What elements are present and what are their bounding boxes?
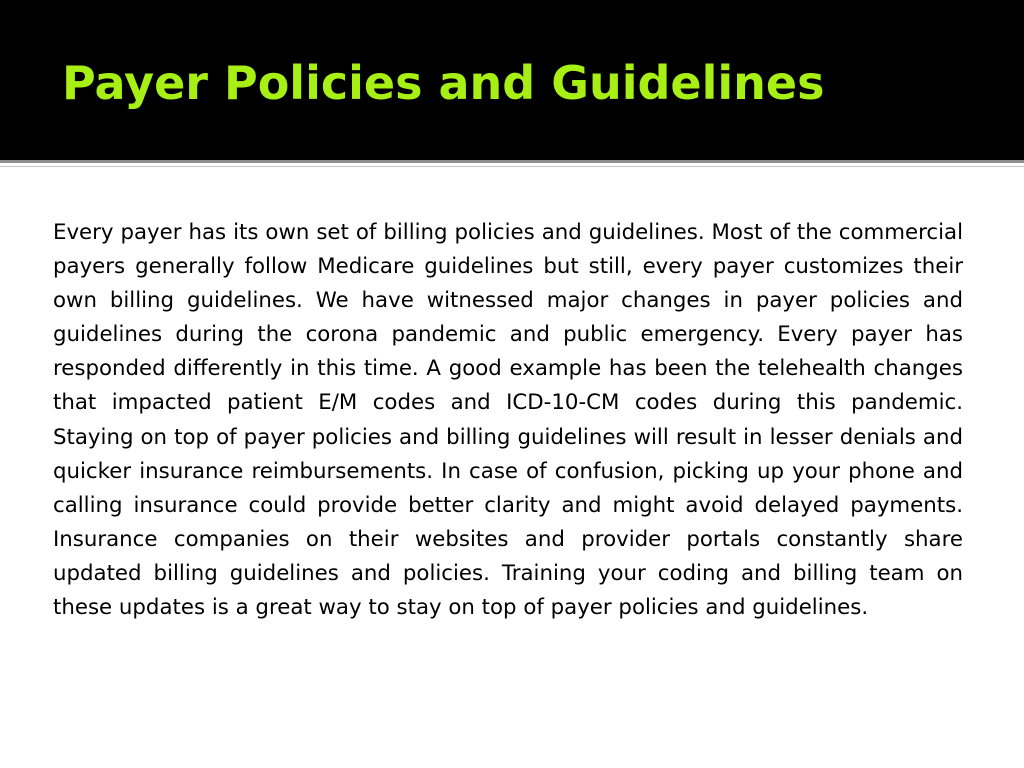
title-divider — [0, 160, 1024, 163]
slide-title: Payer Policies and Guidelines — [62, 56, 825, 110]
body-paragraph: Every payer has its own set of billing policies and guidelines. Most of the commercial payers generally follow Medicare guidelines but still, every payer customizes their own billing guidelines. We have witnessed major changes in payer policies and guidelines during the corona pandemic and public emergency. Every payer has responded differently in this time. A good example has been the telehealth changes that impacted patient E/M codes and ICD-10-CM codes during this pandemic. Staying on top of payer policies and billing guidelines will result in lesser denials and quicker insurance reimbursements. In case of confusion, picking up your phone and calling insurance could provide better clarity and might avoid delayed payments. Insurance companies on their websites and provider portals constantly share updated billing guidelines and policies. Training your coding and billing team on these updates is a great way to stay on top of payer policies and guidelines. — [53, 220, 963, 621]
title-divider-thin — [0, 166, 1024, 167]
title-bar — [0, 0, 1024, 160]
